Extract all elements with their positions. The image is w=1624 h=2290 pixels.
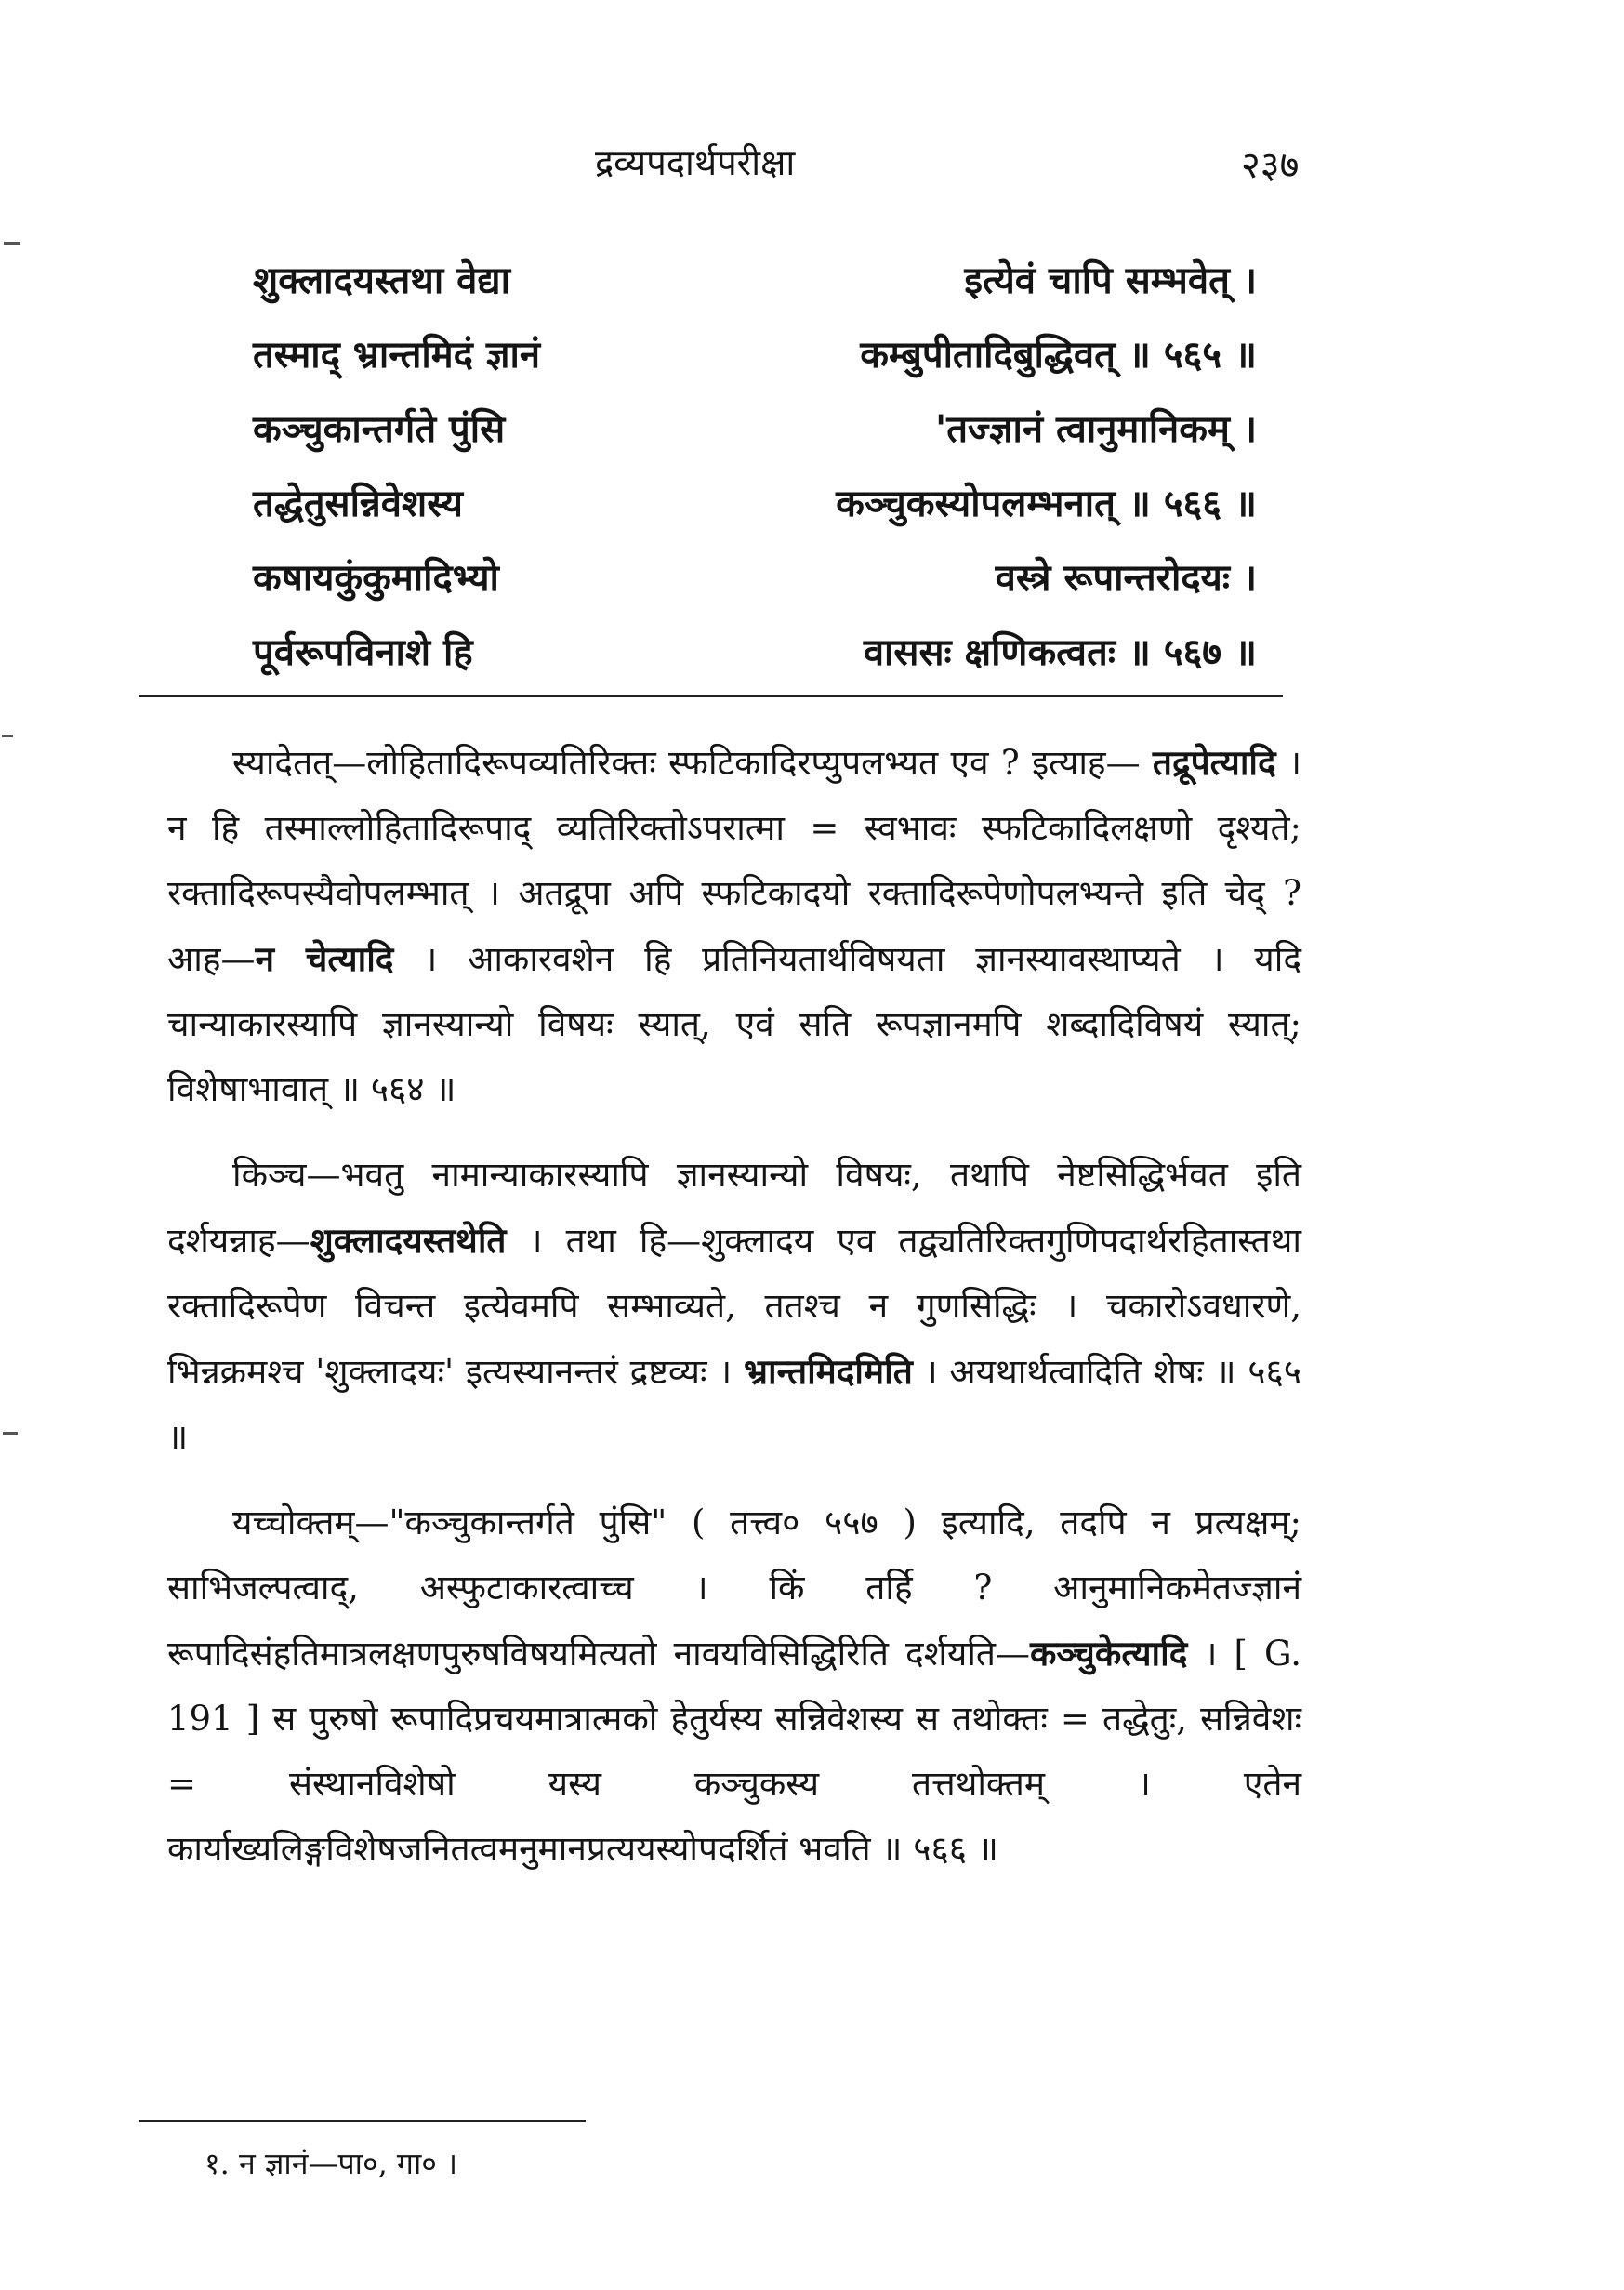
scan-speck (4, 242, 20, 245)
verse-line (253, 467, 1257, 541)
verse-half: तस्माद् भ्रान्तमिदं ज्ञानं (253, 333, 541, 377)
verse-half: कषायकुंकुमादिभ्यो (253, 556, 499, 600)
verse-half: वाससः क्षणिकत्वतः ॥ ५६७ ॥ (863, 630, 1257, 674)
lemma: कञ्चुकेत्यादि (1030, 1633, 1188, 1674)
page-number: २३७ (1241, 144, 1300, 187)
commentary-paragraph (167, 730, 1301, 1122)
verse-line (253, 616, 1257, 690)
verse-half: कम्बुपीतादिबुद्धिवत् ॥ ५६५ ॥ (860, 333, 1257, 377)
lemma: तद्रूपेत्यादि (1152, 742, 1276, 783)
commentary-text: । न हि तस्माल्लोहितादिरूपाद् व्यतिरिक्तोऽपरात्मा = स्वभावः स्फटिकादिलक्षणो दृश्यते; रक्तादिरूपस्यैवोपलम्भात् । अतद्रूपा अपि स्फटिकादयो रक्तादिरूपेणोपलभ्यन्ते इति चेद् ? आह— (167, 743, 1301, 979)
scan-speck (2, 735, 13, 737)
footnote-rule (139, 2120, 586, 2122)
commentary-paragraph (167, 1143, 1301, 1470)
commentary (167, 730, 1301, 1902)
verse-line (253, 318, 1257, 392)
commentary-text: । आकारवशेन हि प्रतिनियतार्थविषयता ज्ञानस्यावस्थाप्यते । यदि चान्याकारस्यापि ज्ञानस्यान्यो विषयः स्यात्, एवं सति रूपज्ञानमपि शब्दादिविषयं स्यात्; विशेषाभावात् ॥ ५६४ ॥ (167, 939, 1301, 1109)
lemma: भ्रान्तमिदमिति (743, 1351, 913, 1392)
scan-speck (3, 1432, 18, 1435)
commentary-text: यच्चोक्तम्—"कञ्चुकान्तर्गते पुंसि" ( तत्त्व० ५५७ ) इत्यादि, तदपि न प्रत्यक्षम्; साभिजल्पत्वाद्, अस्फुटाकारत्वाच्च । किं तर्हि ? आनुमानिकमेतज्ज्ञानं रूपादिसंहतिमात्रलक्षणपुरुषविषयमित्यतो नावयविसिद्धिरिति दर्शयति— (167, 1502, 1301, 1674)
verse-half: तद्धेतुसन्निवेशस्य (253, 482, 463, 525)
commentary-text: । अयथार्थत्वादिति शेषः ॥ ५६५ ॥ (167, 1352, 1301, 1457)
verse-line (253, 541, 1257, 616)
verse-half: पूर्वरूपविनाशे हि (253, 630, 473, 674)
verse-half: कञ्चुकान्तर्गते पुंसि (253, 407, 506, 451)
running-head (0, 138, 1624, 193)
verse-half: इत्येवं चापि सम्भवेत् । (964, 258, 1257, 302)
verse-half: शुक्लादयस्तथा वेद्या (253, 258, 510, 302)
verse-half: कञ्चुकस्योपलम्भनात् ॥ ५६६ ॥ (836, 482, 1257, 525)
lemma: न चेत्यादि (255, 938, 394, 979)
verse-line (253, 244, 1257, 318)
verse-half: वस्त्रे रूपान्तरोदयः । (995, 556, 1257, 600)
commentary-text: स्यादेतत्—लोहितादिरूपव्यतिरिक्तः स्फटिकादिरप्युपलभ्यत एव ? इत्याह— (232, 743, 1141, 783)
footnote: १. न ज्ञानं—पा०, गा० । (205, 2146, 458, 2181)
verse-block (253, 244, 1257, 690)
commentary-text: किञ्च—भवतु नामान्याकारस्यापि ज्ञानस्यान्यो विषयः, तथापि नेष्टसिद्धिर्भवत इति दर्शयन्नाह— (167, 1155, 1301, 1261)
verse-half: 'तज्ज्ञानं त्वानुमानिकम् । (934, 407, 1257, 451)
verse-line (253, 392, 1257, 467)
lemma: शुक्लादयस्तथेति (310, 1220, 507, 1261)
commentary-text: । तथा हि—शुक्लादय एव तद्व्यतिरिक्तगुणिपदार्थरहितास्तथा रक्तादिरूपेण विचन्त इत्येवमपि सम्भाव्यते, ततश्च न गुणसिद्धिः । चकारोऽवधारणे, भिन्नक्रमश्च 'शुक्लादयः' इत्यस्यानन्तरं द्रष्टव्यः । (167, 1221, 1301, 1392)
commentary-paragraph (167, 1490, 1301, 1882)
verse-divider-rule (139, 695, 1283, 697)
running-title: द्रव्यपदार्थपरीक्षा (595, 142, 796, 183)
commentary-text: । [ G. 191 ] स पुरुषो रूपादिप्रचयमात्रात्मको हेतुर्यस्य सन्निवेशस्य स तथोक्तः = तद्धेतुः, सन्निवेशः = संस्थानविशेषो यस्य कञ्चुकस्य तत्तथोक्तम् । एतेन कार्याख्यलिङ्गविशेषजनितत्वमनुमानप्रत्ययस्योपदर्शितं भवति ॥ ५६६ ॥ (167, 1634, 1301, 1869)
